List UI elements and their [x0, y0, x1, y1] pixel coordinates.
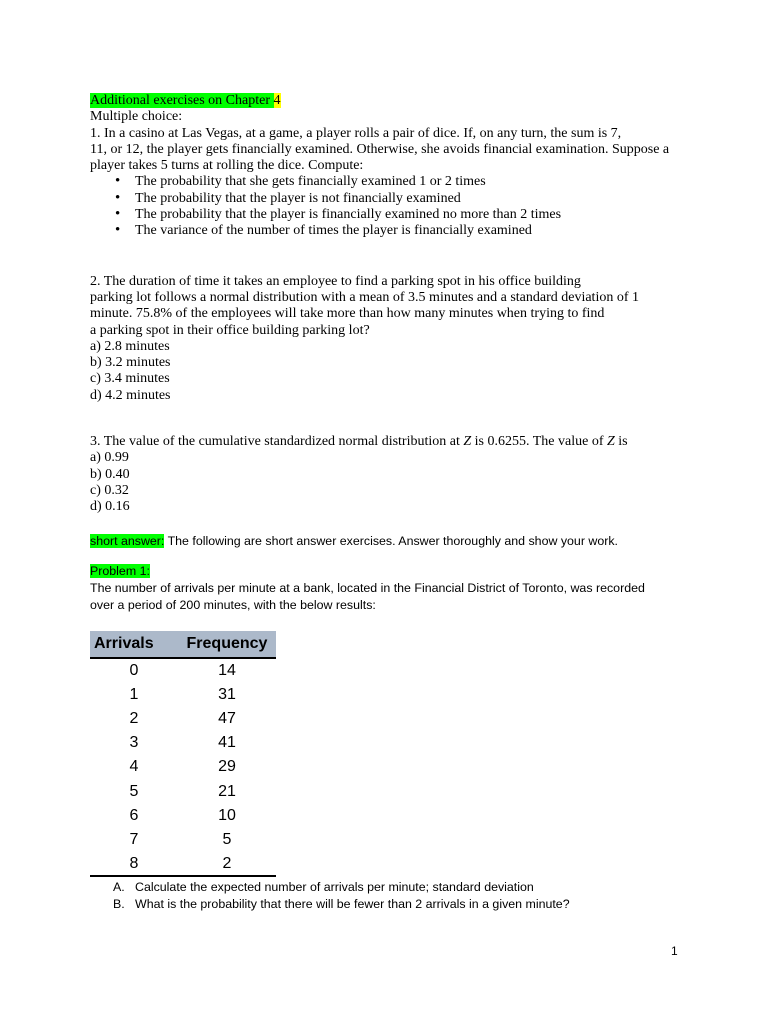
document-page	[90, 93, 680, 913]
table-row	[90, 731, 276, 755]
q1-bullet-list	[90, 174, 680, 239]
chapter-title	[90, 93, 680, 109]
part-marker: A.	[113, 880, 125, 895]
table-row	[90, 755, 276, 779]
table-row	[90, 851, 276, 876]
q2-option: b) 3.2 minutes	[90, 355, 171, 371]
title-text: Additional exercises on Chapter	[90, 93, 274, 108]
question-3	[90, 434, 680, 515]
q2-line: 2. The duration of time it takes an employee to find a parking spot in his office building	[90, 273, 581, 289]
cell-arrivals: 1	[129, 686, 139, 704]
problem-1-part	[90, 879, 680, 896]
table-header-row	[90, 631, 276, 658]
cell-arrivals: 2	[129, 710, 139, 728]
arrivals-frequency-table	[90, 631, 276, 878]
q2-option: a) 2.8 minutes	[90, 338, 170, 354]
title-chapter-number: 4	[273, 93, 281, 108]
header-frequency: Frequency	[178, 631, 276, 658]
q3-option: c) 0.32	[90, 482, 129, 498]
problem-1-line: over a period of 200 minutes, with the below results:	[90, 597, 376, 612]
q1-line: 1. In a casino at Las Vegas, at a game, a player rolls a pair of dice. If, on any turn, the sum is 7,	[90, 125, 622, 141]
cell-frequency: 31	[218, 686, 236, 704]
q3-stem: 3. The value of the cumulative standardized normal distribution at Z is 0.6255. The value of Z is	[90, 434, 628, 450]
question-2	[90, 274, 680, 404]
q2-line: parking lot follows a normal distribution with a mean of 3.5 minutes and a standard deviation of 1	[90, 289, 640, 305]
q1-bullet: • The probability that she gets financially examined 1 or 2 times	[115, 174, 680, 190]
cell-frequency: 47	[218, 710, 236, 728]
cell-arrivals: 7	[129, 830, 139, 848]
cell-arrivals: 0	[129, 662, 139, 680]
cell-frequency: 10	[218, 806, 236, 824]
cell-arrivals: 5	[129, 782, 139, 800]
cell-frequency: 21	[218, 782, 236, 800]
q1-line: 11, or 12, the player gets financially examined. Otherwise, she avoids financial examination. Suppose a	[90, 141, 670, 157]
q1-line: player takes 5 turns at rolling the dice. Compute:	[90, 158, 364, 174]
cell-frequency: 2	[178, 851, 276, 876]
part-marker: B.	[113, 897, 125, 912]
multiple-choice-heading: Multiple choice:	[90, 109, 183, 125]
q3-option: d) 0.16	[90, 499, 130, 515]
q2-line: minute. 75.8% of the employees will take more than how many minutes when trying to find	[90, 306, 605, 322]
cell-frequency: 5	[222, 830, 232, 848]
header-arrivals: Arrivals	[90, 631, 178, 658]
short-answer-label: short answer:	[90, 533, 165, 548]
cell-arrivals: 4	[129, 758, 139, 776]
problem-1-label: Problem 1:	[90, 563, 150, 578]
q3-option: b) 0.40	[90, 466, 130, 482]
part-text: Calculate the expected number of arrivals per minute; standard deviation	[135, 880, 534, 895]
cell-arrivals: 3	[129, 734, 139, 752]
part-text: What is the probability that there will be fewer than 2 arrivals in a given minute?	[135, 897, 570, 912]
table-row	[90, 658, 276, 683]
cell-frequency: 14	[218, 662, 236, 680]
table-row	[90, 683, 276, 707]
table-row	[90, 803, 276, 827]
short-answer-intro	[90, 533, 680, 550]
cell-frequency: 41	[218, 734, 236, 752]
problem-1	[90, 563, 680, 914]
short-answer-text: The following are short answer exercises. Answer thoroughly and show your work.	[164, 533, 618, 548]
q2-option: c) 3.4 minutes	[90, 371, 170, 387]
cell-arrivals: 8	[90, 851, 178, 876]
q1-bullet: • The variance of the number of times the player is financially examined	[115, 223, 680, 239]
q2-line: a parking spot in their office building parking lot?	[90, 322, 370, 338]
page-number: 1	[671, 944, 678, 958]
problem-1-line: The number of arrivals per minute at a bank, located in the Financial District of Toronto, was recorded	[90, 580, 645, 595]
cell-arrivals: 6	[129, 806, 139, 824]
question-1	[90, 126, 680, 240]
q3-option: a) 0.99	[90, 450, 129, 466]
table-row	[90, 779, 276, 803]
problem-1-part	[90, 896, 680, 913]
q2-option: d) 4.2 minutes	[90, 387, 171, 403]
table-row	[90, 707, 276, 731]
table-row	[90, 827, 276, 851]
problem-1-parts	[90, 879, 680, 913]
cell-frequency: 29	[218, 758, 236, 776]
q1-bullet: • The probability that the player is not financially examined	[115, 191, 680, 207]
q1-bullet: • The probability that the player is financially examined no more than 2 times	[115, 207, 680, 223]
